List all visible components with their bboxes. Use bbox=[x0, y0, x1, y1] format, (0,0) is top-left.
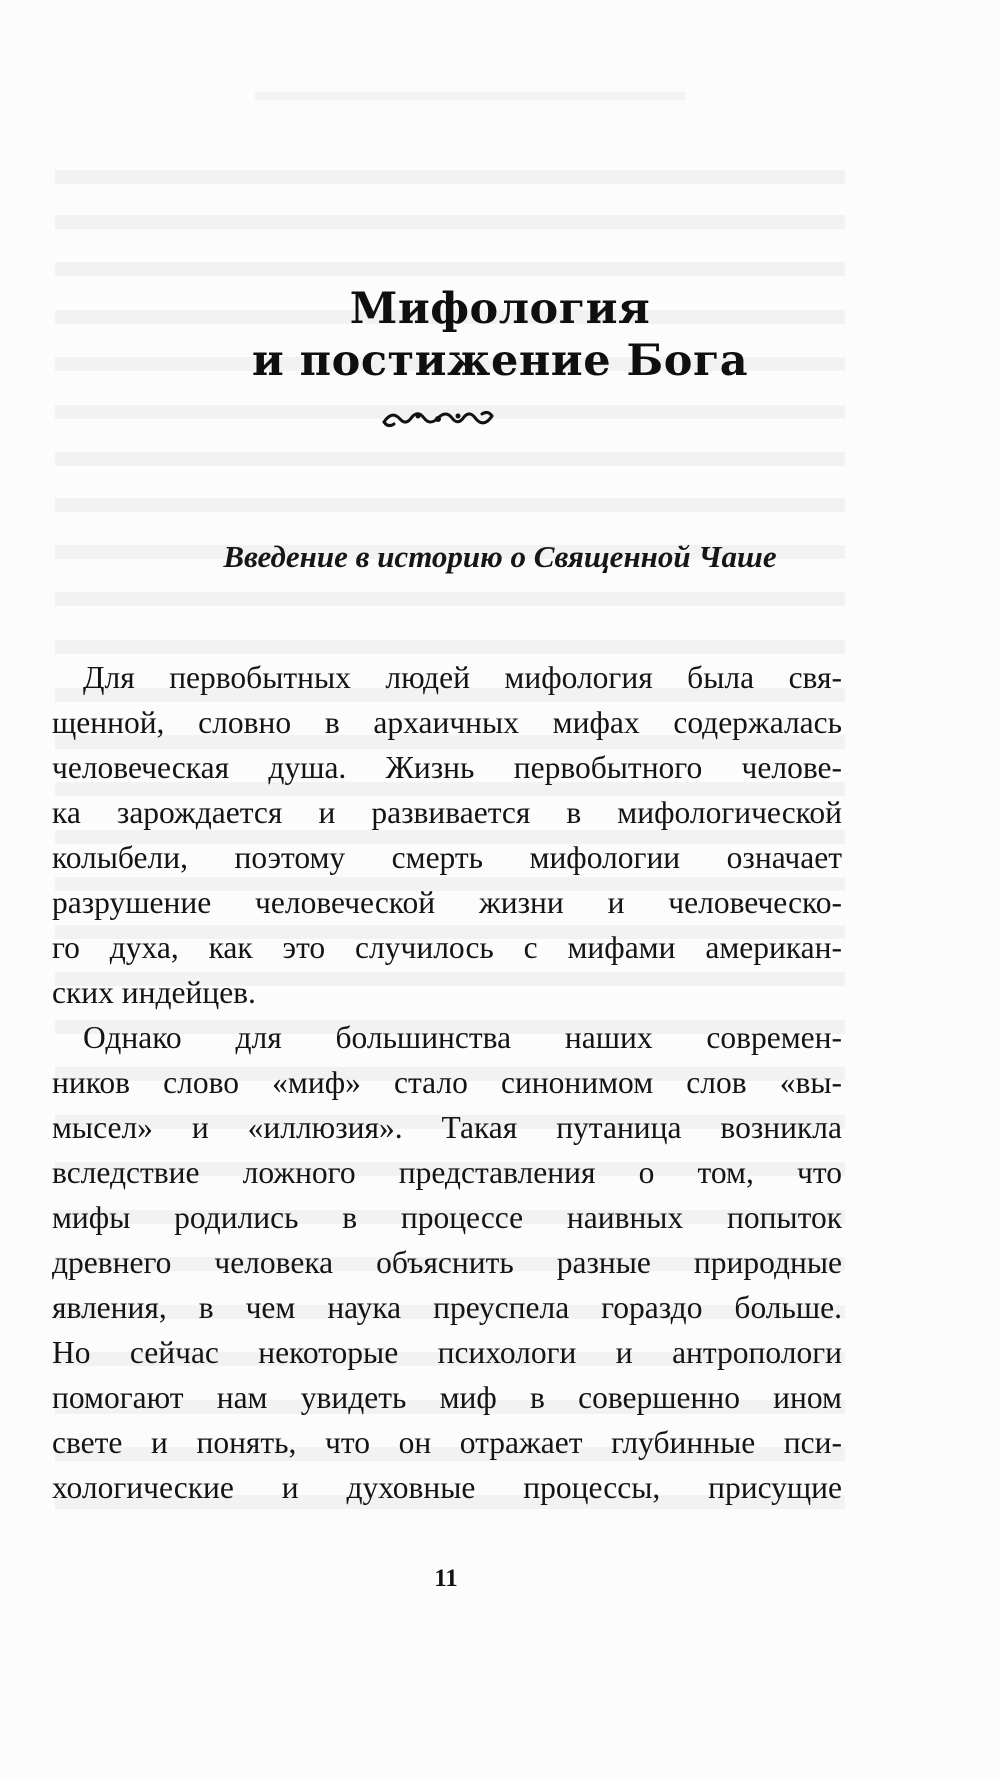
text-line: Однако для большинства наших современ- bbox=[83, 1020, 842, 1055]
body-text bbox=[52, 655, 842, 1510]
text-line: ка зарождается и развивается в мифологической bbox=[52, 795, 842, 830]
text-line: вследствие ложного представления о том, что bbox=[52, 1155, 842, 1190]
text-line: мысел» и «иллюзия». Такая путаница возникла bbox=[52, 1110, 842, 1145]
page-number: 11 bbox=[434, 1565, 458, 1592]
chapter-title-line-2: и постижение Бога bbox=[251, 336, 749, 386]
text-line: явления, в чем наука преуспела гораздо больше. bbox=[52, 1290, 842, 1325]
flourish-ornament-icon bbox=[378, 404, 498, 434]
text-line: помогают нам увидеть миф в совершенно ином bbox=[52, 1380, 842, 1415]
text-line: колыбели, поэтому смерть мифологии означает bbox=[52, 840, 842, 875]
text-line: древнего человека объяснить разные природные bbox=[52, 1245, 842, 1280]
text-line: Для первобытных людей мифология была свя- bbox=[83, 660, 842, 695]
text-line: свете и понять, что он отражает глубинные пси- bbox=[52, 1425, 842, 1460]
text-line: ских индейцев. bbox=[52, 975, 256, 1010]
text-line: щенной, словно в архаичных мифах содержалась bbox=[52, 705, 842, 740]
chapter-subtitle: Введение в историю о Священной Чаше bbox=[223, 539, 777, 574]
text-line: человеческая душа. Жизнь первобытного челове- bbox=[52, 750, 842, 785]
chapter-title-line-1: Мифология bbox=[349, 284, 651, 334]
text-line: мифы родились в процессе наивных попыток bbox=[52, 1200, 842, 1235]
text-line: го духа, как это случилось с мифами американ- bbox=[52, 930, 842, 965]
text-line: разрушение человеческой жизни и человеческо- bbox=[52, 885, 842, 920]
text-line: ников слово «миф» стало синонимом слов «вы- bbox=[52, 1065, 842, 1100]
text-line: хологические и духовные процессы, присущие bbox=[52, 1470, 842, 1505]
text-line: Но сейчас некоторые психологи и антропологи bbox=[52, 1335, 842, 1370]
